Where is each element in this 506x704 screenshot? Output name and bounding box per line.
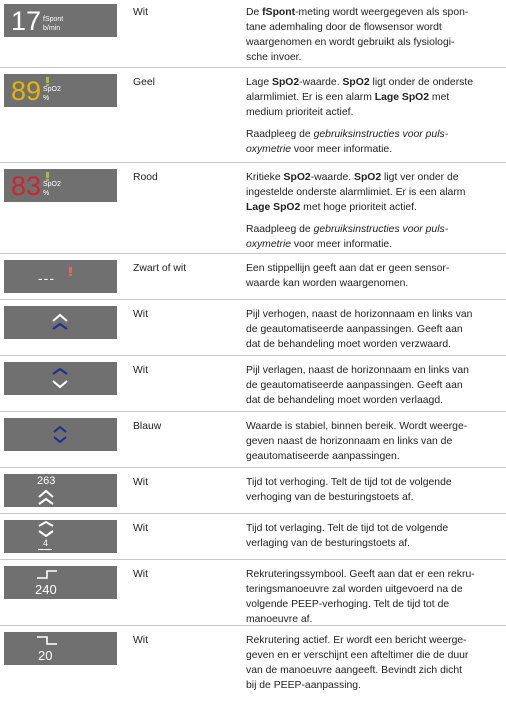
description-text: sche invoer. [246, 52, 302, 63]
symbol-description [246, 261, 502, 298]
description-text: ligt ver onder de [381, 172, 459, 183]
symbol-color: Geel [133, 77, 155, 88]
description-text: -waarde. [310, 172, 355, 183]
description-paragraph [246, 307, 502, 352]
time-to-increase-value: 263 [37, 475, 56, 487]
description-text: met [429, 92, 450, 103]
display-symbol [4, 169, 117, 202]
stable-arrow-icon [50, 424, 70, 446]
measured-value: 83 [11, 171, 42, 201]
description-text: waarde kan worden waargenomen. [246, 278, 409, 289]
description-text: Lage SpO2 [374, 92, 430, 103]
symbol-description [246, 307, 502, 359]
display-symbol [4, 260, 117, 293]
alarm-bell-icon [68, 267, 74, 276]
description-paragraph [246, 75, 502, 120]
description-text: bij de PEEP-aanpassing. [246, 680, 361, 691]
description-text: Tijd tot verhoging. Telt de tijd tot de volgende [246, 477, 452, 488]
description-paragraph [246, 261, 502, 291]
description-text: Lage SpO2 [246, 202, 301, 213]
description-text: Pijl verlagen, naast de horizonnaam en links van [246, 365, 469, 376]
description-text: Rekruteringssymbool. Geeft aan dat er een rekru- [246, 569, 475, 580]
description-text: Lage [246, 77, 273, 88]
description-paragraph [246, 363, 502, 408]
display-symbol [4, 362, 117, 395]
symbol-color: Wit [133, 635, 149, 646]
increase-arrow-icon [36, 488, 56, 506]
description-text: Tijd tot verlaging. Telt de tijd tot de volgende [246, 523, 449, 534]
description-text: Kritieke [246, 172, 284, 183]
symbol-color: Zwart of wit [133, 263, 187, 274]
description-text: manoeuvre af. [246, 614, 313, 625]
description-text: volgende PEEP-verhoging. Telt de tijd tot de [246, 599, 450, 610]
display-symbol [4, 4, 117, 37]
symbol-color: Wit [133, 569, 149, 580]
description-text: SpO2 [354, 172, 382, 183]
description-text: Raadpleeg de [246, 129, 314, 140]
description-paragraph [246, 633, 502, 693]
underline [38, 549, 52, 550]
parameter-unit: b/min [43, 25, 61, 32]
description-text: Een stippellijn geeft aan dat er geen sensor- [246, 263, 450, 274]
description-text: De [246, 7, 263, 18]
recruitment-step-up-icon [36, 569, 60, 581]
alarm-bell-icon [45, 77, 51, 86]
symbol-description [246, 633, 502, 700]
time-to-decrease-value: 4 [43, 538, 49, 548]
row-divider [0, 513, 506, 514]
display-symbol [4, 306, 117, 339]
description-text: SpO2 [272, 77, 300, 88]
symbol-description [246, 475, 502, 512]
description-paragraph [246, 170, 502, 215]
symbol-description [246, 170, 502, 259]
symbol-description [246, 567, 502, 634]
description-text: voor meer informatie. [291, 239, 393, 250]
symbol-color: Wit [133, 477, 149, 488]
description-text: tane ademhaling door de flowsensor wordt [246, 22, 442, 33]
recruitment-countdown-value: 240 [35, 582, 57, 597]
description-text: teringsmanoeuvre zal worden uitgevoerd na de [246, 584, 463, 595]
recruitment-step-down-icon [36, 635, 60, 647]
symbol-color: Wit [133, 365, 149, 376]
decrease-arrow-icon [50, 368, 70, 390]
row-divider [0, 467, 506, 468]
description-text: geven en er verschijnt een afteltimer die de duur [246, 650, 469, 661]
description-paragraph [246, 222, 502, 252]
description-text: dat de behandeling moet worden verzwaard. [246, 339, 452, 350]
description-text: met hoge prioriteit actief. [300, 202, 417, 213]
description-text: oxymetrie [246, 144, 292, 155]
measured-value: 89 [11, 76, 42, 106]
symbol-color: Blauw [133, 421, 162, 432]
description-text: geven naast de horizonnaam en links van de [246, 436, 453, 447]
description-text: SpO2 [283, 172, 311, 183]
row-divider [0, 411, 506, 412]
row-divider [0, 253, 506, 254]
row-divider [0, 162, 506, 163]
display-symbol [4, 418, 117, 451]
description-text: gebruiksinstructies voor puls- [313, 129, 449, 140]
description-text: voor meer informatie. [291, 144, 393, 155]
decrease-arrow-icon [36, 521, 56, 537]
description-text: waargenomen en wordt gebruikt als fysiologi- [246, 37, 455, 48]
description-text: gebruiksinstructies voor puls- [313, 224, 449, 235]
measured-value: 17 [11, 6, 42, 36]
description-text: medium prioriteit actief. [246, 107, 354, 118]
description-text: geautomatiseerde aanpassingen. [246, 451, 400, 462]
description-text: Pijl verhogen, naast de horizonnaam en links van [246, 309, 473, 320]
parameter-label: SpO2 [43, 86, 61, 93]
description-text: -meting wordt weergegeven als spon- [295, 7, 469, 18]
symbol-description [246, 363, 502, 415]
description-text: de geautomatiseerde aanpassingen. Geeft aan [246, 380, 463, 391]
row-divider [0, 559, 506, 560]
symbol-color: Wit [133, 7, 149, 18]
symbol-description [246, 521, 502, 558]
parameter-unit: % [43, 95, 50, 102]
parameter-label: fSpont [43, 16, 64, 23]
increase-arrow-icon [50, 312, 70, 334]
description-text: alarmlimiet. Er is een alarm [246, 92, 375, 103]
row-divider [0, 355, 506, 356]
description-text: ligt onder de onderste [369, 77, 474, 88]
description-text: -waarde. [299, 77, 343, 88]
display-symbol [4, 520, 117, 553]
recruitment-timer-value: 20 [38, 648, 53, 663]
description-paragraph [246, 5, 502, 65]
symbol-description [246, 419, 502, 471]
symbol-description [246, 75, 502, 164]
description-text: verlaging van de besturingstoets af. [246, 538, 411, 549]
description-text: SpO2 [342, 77, 370, 88]
description-paragraph [246, 419, 502, 464]
description-text: Waarde is stabiel, binnen bereik. Wordt weerge- [246, 421, 468, 432]
display-symbol [4, 566, 117, 599]
description-text: Rekrutering actief. Er wordt een bericht weerge- [246, 635, 467, 646]
description-text: verhoging van de besturingstoets af. [246, 492, 414, 503]
description-paragraph [246, 567, 502, 627]
description-text: fSpont [262, 7, 296, 18]
description-text: de geautomatiseerde aanpassingen. Geeft aan [246, 324, 463, 335]
symbol-color: Wit [133, 309, 149, 320]
description-text: ingestelde onderste alarmlimiet. Er is een alarm [246, 187, 466, 198]
parameter-unit: % [43, 190, 50, 197]
description-paragraph [246, 475, 502, 505]
description-paragraph [246, 127, 502, 157]
row-divider [0, 67, 506, 68]
description-paragraph [246, 521, 502, 551]
symbol-description [246, 5, 502, 72]
display-symbol [4, 632, 117, 665]
description-text: dat de behandeling moet worden verlaagd. [246, 395, 443, 406]
parameter-label: SpO2 [43, 181, 61, 188]
description-text: van de manoeuvre aangeeft. Bevindt zich dicht [246, 665, 463, 676]
display-symbol [4, 74, 117, 107]
description-text: Raadpleeg de [246, 224, 314, 235]
row-divider [0, 299, 506, 300]
no-value-dashes: --- [38, 270, 55, 286]
row-divider [0, 625, 506, 626]
symbol-color: Wit [133, 523, 149, 534]
alarm-bell-icon [45, 172, 51, 181]
display-symbol [4, 474, 117, 507]
symbol-color: Rood [133, 172, 158, 183]
description-text: oxymetrie [246, 239, 292, 250]
